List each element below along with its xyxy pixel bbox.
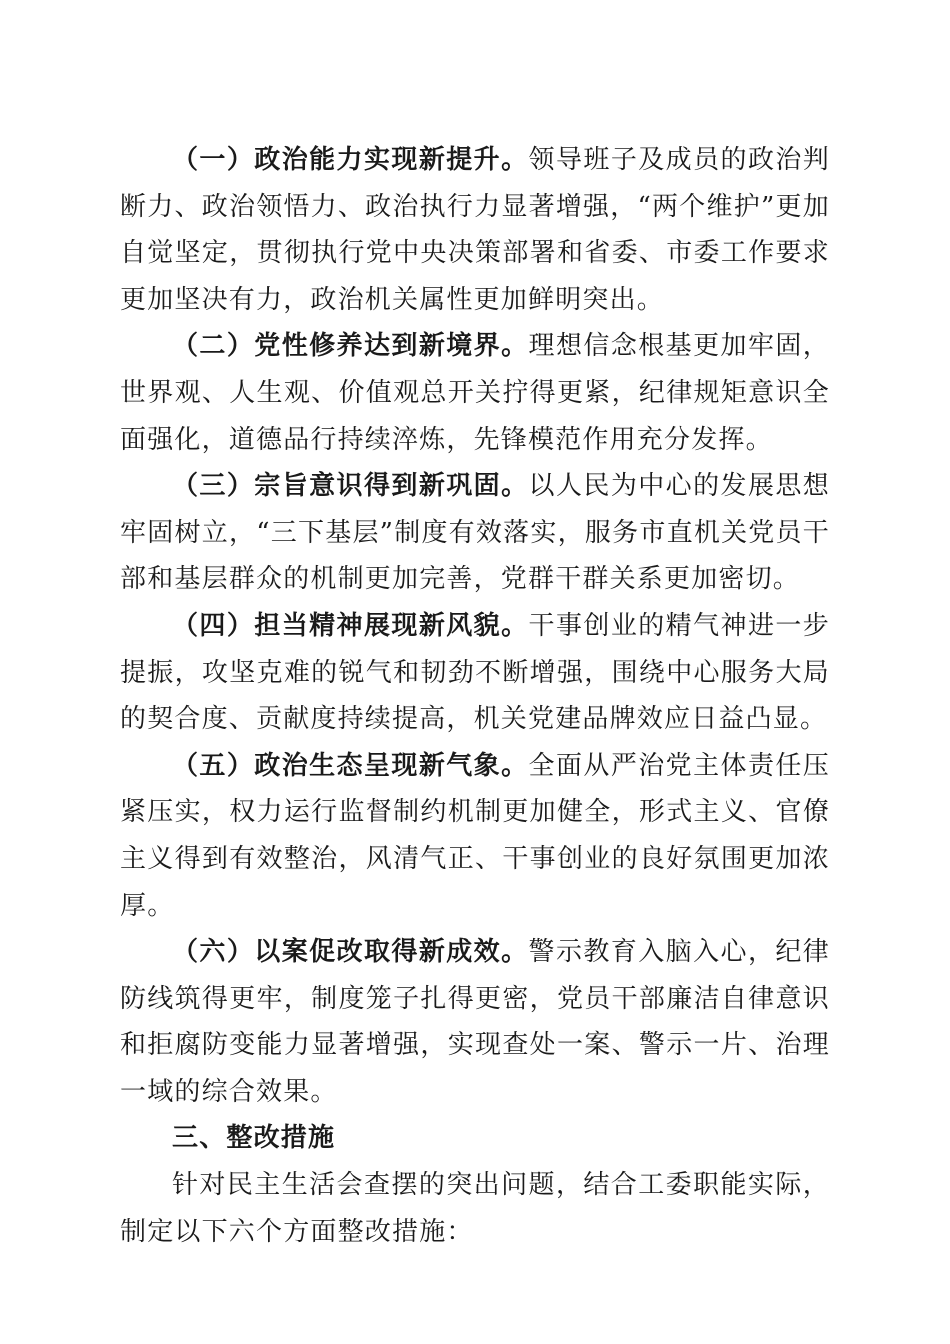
paragraph-6-lead: （六）以案促改取得新成效。 — [172, 937, 529, 968]
paragraph-2-body: 理想信念根基更加牢固，世界观、人生观、价值观总开关拧得更紧，纪律规矩意识全面强化，道德品行持续淬炼，先锋模范作用充分发挥。 — [120, 331, 831, 455]
paragraph-4-lead: （四）担当精神展现新风貌。 — [172, 610, 529, 641]
paragraph-3 — [120, 463, 830, 603]
paragraph-3-body: 以人民为中心的发展思想牢固树立，“三下基层”制度有效落实，服务市直机关党员干部和基层群众的机制更加完善，党群干群关系更加密切。 — [120, 471, 831, 595]
section-heading: 三、整改措施 — [172, 1123, 336, 1154]
paragraph-1-lead: （一）政治能力实现新提升。 — [172, 145, 529, 175]
paragraph-5 — [120, 743, 830, 929]
paragraph-2 — [120, 323, 830, 463]
paragraph-4-body: 干事创业的精气神进一步提振，攻坚克难的锐气和韧劲不断增强，围绕中心服务大局的契合度、贡献度持续提高，机关党建品牌效应日益凸显。 — [120, 610, 831, 735]
paragraph-1 — [120, 137, 830, 323]
document-page — [120, 137, 830, 1255]
paragraph-4 — [120, 603, 830, 743]
paragraph-6 — [120, 929, 830, 1115]
closing-paragraph: 针对民主生活会查摆的突出问题，结合工委职能实际，制定以下六个方面整改措施： — [120, 1170, 830, 1247]
paragraph-5-body: 全面从严治党主体责任压紧压实，权力运行监督制约机制更加健全，形式主义、官僚主义得到有效整治，风清气正、干事创业的良好氛围更加浓厚。 — [120, 750, 831, 921]
paragraph-6-body: 警示教育入脑入心，纪律防线筑得更牢，制度笼子扎得更密，党员干部廉洁自律意识和拒腐防变能力显著增强，实现查处一案、警示一片、治理一域的综合效果。 — [120, 937, 831, 1107]
paragraph-1-body: 领导班子及成员的政治判断力、政治领悟力、政治执行力显著增强，“两个维护”更加自觉坚定，贯彻执行党中央决策部署和省委、市委工作要求更加坚决有力，政治机关属性更加鲜明突出。 — [120, 145, 831, 315]
paragraph-2-lead: （二）党性修养达到新境界。 — [172, 331, 529, 362]
paragraph-5-lead: （五）政治生态呈现新气象。 — [172, 750, 529, 781]
paragraph-3-lead: （三）宗旨意识得到新巩固。 — [172, 471, 529, 502]
